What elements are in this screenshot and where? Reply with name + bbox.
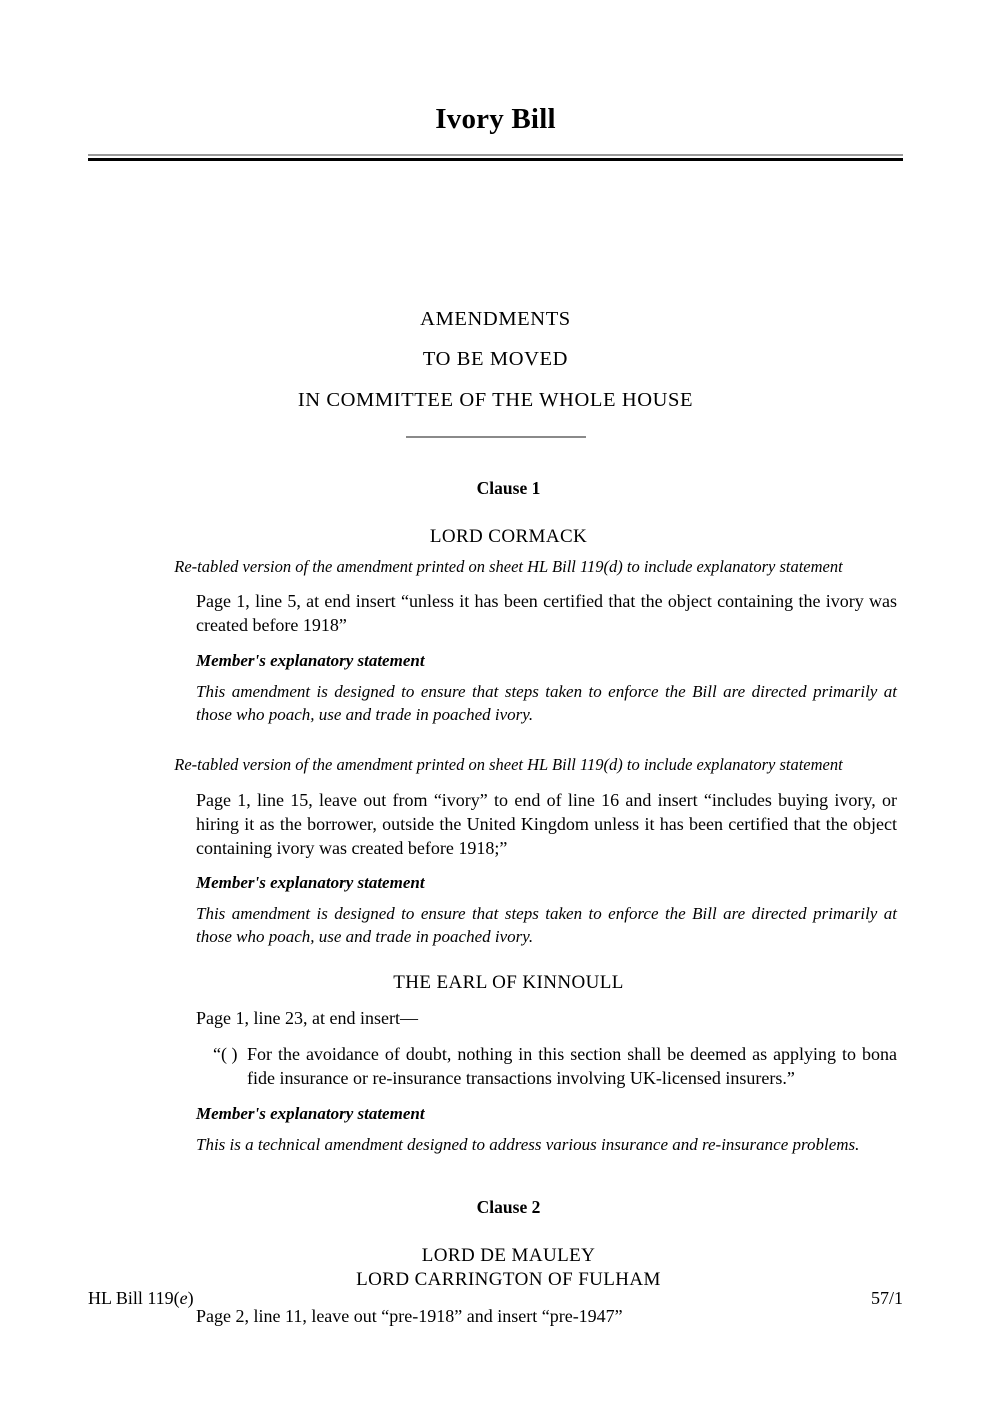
explanatory-statement-text-2: This amendment is designed to ensure that steps taken to enforce the Bill are directed primarily at those who poach, use and trade in poached ivory. (196, 904, 897, 947)
rule-thick (88, 158, 903, 161)
subparagraph-text: For the avoidance of doubt, nothing in this section shall be deemed as applying to bona fide insurance or re-insurance transactions involving UK-licensed insurers.” (247, 1044, 897, 1089)
footer-bill-prefix: HL Bill 119( (88, 1288, 180, 1308)
document-heading-block (0, 309, 991, 439)
page-title: Ivory Bill (435, 103, 556, 135)
explanatory-statement-text-1: This amendment is designed to ensure that steps taken to enforce the Bill are directed primarily at those who poach, use and trade in poached ivory. (196, 681, 897, 724)
title-double-rule (88, 154, 903, 159)
footer-bill-suffix: ) (187, 1288, 194, 1308)
explanatory-statement-label-2: Member's explanatory statement (196, 873, 425, 893)
section-divider-rule (406, 436, 586, 438)
heading-line-amendments: AMENDMENTS (420, 307, 571, 330)
amendment-text-2: Page 1, line 15, leave out from “ivory” to end of line 16 and insert “includes buying ivory, or hiring it as the borrower, outside the United Kingdom unless it has been certified that the object containing ivory was created before 1918;” (196, 789, 897, 858)
clause-heading-2: Clause 2 (476, 1196, 541, 1217)
amendment-text-4: Page 2, line 11, leave out “pre-1918” and insert “pre-1947” (196, 1305, 623, 1326)
clause-heading-1: Clause 1 (476, 478, 541, 499)
explanatory-statement-text-3: This is a technical amendment designed to address various insurance and re-insurance problems. (196, 1135, 860, 1155)
block-spacer (120, 726, 897, 748)
block-spacer (120, 949, 897, 971)
inserted-subparagraph (213, 1043, 897, 1091)
amendment-text-3: Page 1, line 23, at end insert— (196, 1008, 418, 1029)
sponsor-lord-de-mauley: LORD DE MAULEY (421, 1244, 596, 1266)
sponsor-earl-of-kinnoull: THE EARL OF KINNOULL (393, 971, 624, 993)
amendments-content (120, 478, 897, 1328)
heading-line-in-committee: IN COMMITTEE OF THE WHOLE HOUSE (297, 388, 694, 411)
footer-page-number: 57/1 (870, 1288, 903, 1308)
sponsor-lord-cormack: LORD CORMACK (429, 526, 588, 548)
footer-bill-italic-letter: e (179, 1288, 188, 1308)
explanatory-statement-label-3: Member's explanatory statement (196, 1104, 425, 1124)
retabled-note-2: Re-tabled version of the amendment printed on sheet HL Bill 119(d) to include explanatory statement (174, 755, 843, 775)
heading-line-to-be-moved: TO BE MOVED (422, 348, 569, 371)
page-footer (88, 1288, 903, 1309)
explanatory-statement-label-1: Member's explanatory statement (196, 650, 425, 670)
sponsor-lord-carrington-of-fulham: LORD CARRINGTON OF FULHAM (356, 1269, 661, 1291)
subparagraph-marker: “( ) (213, 1044, 238, 1065)
footer-bill-reference (88, 1288, 194, 1309)
retabled-note-1: Re-tabled version of the amendment printed on sheet HL Bill 119(d) to include explanatory statement (174, 556, 843, 576)
amendment-text-1: Page 1, line 5, at end insert “unless it has been certified that the object containing the ivory was created before 1918” (196, 590, 897, 635)
